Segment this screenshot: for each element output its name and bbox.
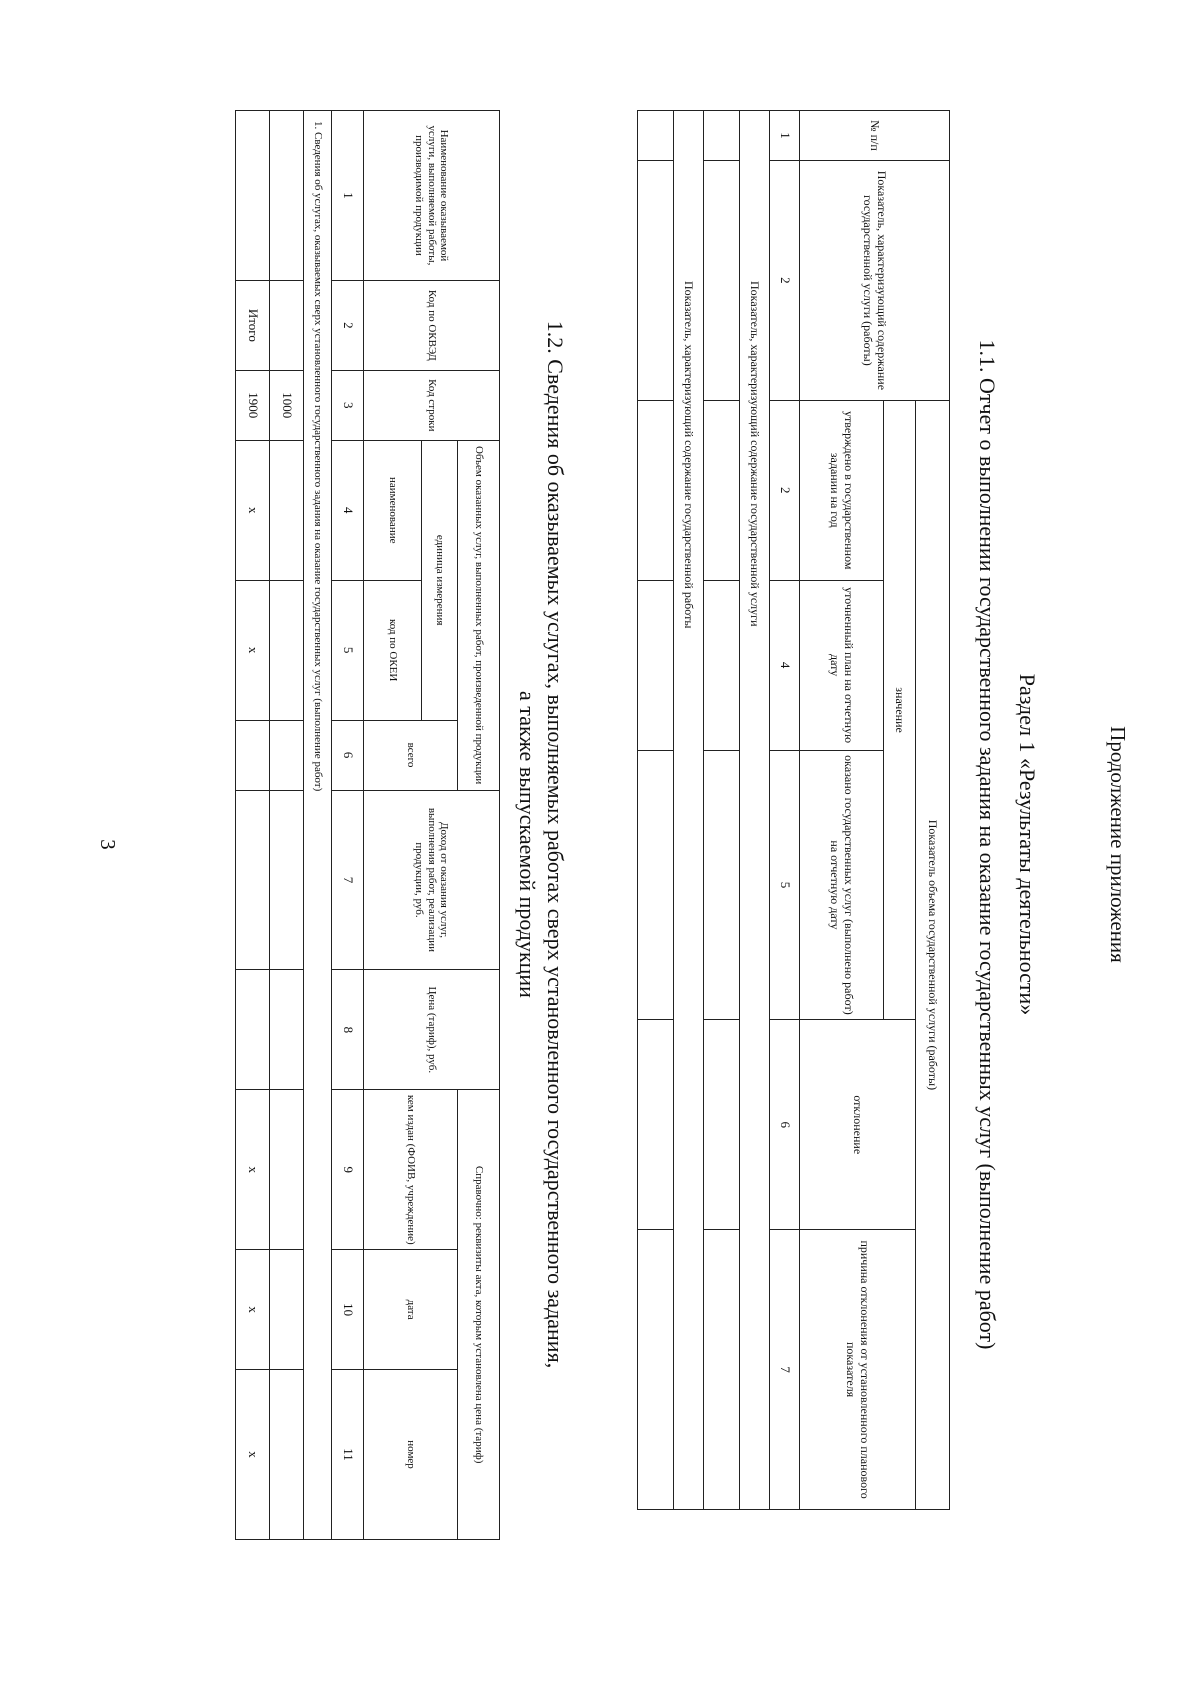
empty-cell	[704, 1230, 740, 1510]
empty-cell	[270, 580, 304, 720]
empty-cell	[638, 580, 674, 750]
col-no: № п/п	[800, 111, 950, 161]
empty-cell	[236, 720, 270, 790]
empty-cell	[270, 280, 304, 370]
num-cell: 1	[770, 111, 800, 161]
table2-title-line1: 1.2. Сведения об оказываемых услугах, выполняемых работах сверх установленного государственного задания,	[543, 320, 568, 1369]
table-1-1	[637, 110, 950, 1510]
empty-cell	[638, 1230, 674, 1510]
empty-cell	[704, 750, 740, 1020]
num-cell: 2	[770, 160, 800, 400]
empty-cell	[638, 750, 674, 1020]
empty-cell	[270, 1370, 304, 1540]
line-code-1900: 1900	[236, 370, 270, 440]
num-cell: 6	[770, 1020, 800, 1230]
num-cell: 2	[332, 280, 364, 370]
col-volume-group: Показатель объема государственной услуги (работы)	[916, 400, 950, 1509]
col-refined: уточненный план на отчетную дату	[800, 580, 884, 750]
col-name: Наименование оказываемой услуги, выполняемой работы, производимой продукции	[364, 111, 500, 281]
num-cell: 9	[332, 1090, 364, 1250]
num-cell: 5	[332, 580, 364, 720]
col-income: Доход от оказания услуг, выполнения работ, реализации продукции, руб.	[364, 790, 500, 970]
col-deviation: отклонение	[800, 1020, 916, 1230]
col-date: дата	[364, 1250, 458, 1370]
col-rendered: оказано государственных услуг (выполнено работ) на отчетную дату	[800, 750, 884, 1020]
col-indicator: Показатель, характеризующий содержание государственной услуги (работы)	[800, 160, 950, 400]
empty-cell	[704, 111, 740, 161]
empty-cell	[638, 111, 674, 161]
num-cell: 8	[332, 970, 364, 1090]
empty-cell	[270, 1250, 304, 1370]
col-volume-group: Объем оказанных услуг, выполненных работ, произведенной продукции	[458, 440, 500, 790]
col-total: всего	[364, 720, 458, 790]
empty-cell	[270, 1090, 304, 1250]
continuation-heading: Продолжение приложения	[1106, 726, 1130, 963]
page-number: 3	[96, 839, 120, 850]
empty-cell	[638, 400, 674, 580]
x-mark: х	[236, 440, 270, 580]
num-cell: 6	[332, 720, 364, 790]
x-mark: х	[236, 1090, 270, 1250]
empty-cell	[638, 1020, 674, 1230]
table1-title: 1.1. Отчет о выполнении государственного задания на оказание государственных услуг (выполнение работ)	[975, 339, 1000, 1350]
service-indicator-row: Показатель, характеризующий содержание государственной услуги	[740, 111, 770, 1510]
empty-cell	[270, 720, 304, 790]
num-cell: 10	[332, 1250, 364, 1370]
col-number: номер	[364, 1370, 458, 1540]
x-mark: х	[236, 1370, 270, 1540]
x-mark: х	[236, 1250, 270, 1370]
num-cell: 1	[332, 111, 364, 281]
col-reason: причина отклонения от установленного планового показателя	[800, 1230, 916, 1510]
empty-cell	[270, 111, 304, 281]
total-label: Итого	[236, 280, 270, 370]
empty-cell	[270, 970, 304, 1090]
num-cell: 4	[332, 440, 364, 580]
table-1-2	[235, 110, 500, 1540]
empty-cell	[704, 1020, 740, 1230]
col-okved: Код по ОКВЭД	[364, 280, 500, 370]
num-cell: 11	[332, 1370, 364, 1540]
num-cell: 7	[770, 1230, 800, 1510]
col-issuer: кем издан (ФОИВ, учреждение)	[364, 1090, 458, 1250]
col-price: Цена (тариф), руб.	[364, 970, 500, 1090]
num-cell: 5	[770, 750, 800, 1020]
col-ref-group: Справочно: реквизиты акта, которым установлена цена (тариф)	[458, 1090, 500, 1540]
empty-cell	[704, 400, 740, 580]
num-cell: 3	[332, 370, 364, 440]
empty-cell	[270, 440, 304, 580]
col-value-group: значение	[884, 400, 916, 1020]
col-unit-group: единица измерения	[422, 440, 458, 720]
extra-services-row: 1. Сведения об услугах, оказываемых сверх установленного государственного задания на оказание государственных услуг (выполнение работ)	[304, 111, 332, 1540]
empty-cell	[638, 160, 674, 400]
empty-cell	[236, 790, 270, 970]
table2-title-line2: а также выпускаемой продукции	[515, 691, 540, 998]
num-cell: 4	[770, 580, 800, 750]
empty-cell	[236, 111, 270, 281]
work-indicator-row: Показатель, характеризующий содержание государственной работы	[674, 111, 704, 1510]
line-code-1000: 1000	[270, 370, 304, 440]
x-mark: х	[236, 580, 270, 720]
col-approved: утверждено в государственном задании на год	[800, 400, 884, 580]
empty-cell	[704, 160, 740, 400]
num-cell: 7	[332, 790, 364, 970]
empty-cell	[704, 580, 740, 750]
empty-cell	[236, 970, 270, 1090]
section-title: Раздел 1 «Результаты деятельности»	[1015, 673, 1040, 1016]
col-okei: код по ОКЕИ	[364, 580, 422, 720]
col-line-code: Код строки	[364, 370, 500, 440]
empty-cell	[270, 790, 304, 970]
num-cell: 2	[770, 400, 800, 580]
col-unit-name: наименование	[364, 440, 422, 580]
